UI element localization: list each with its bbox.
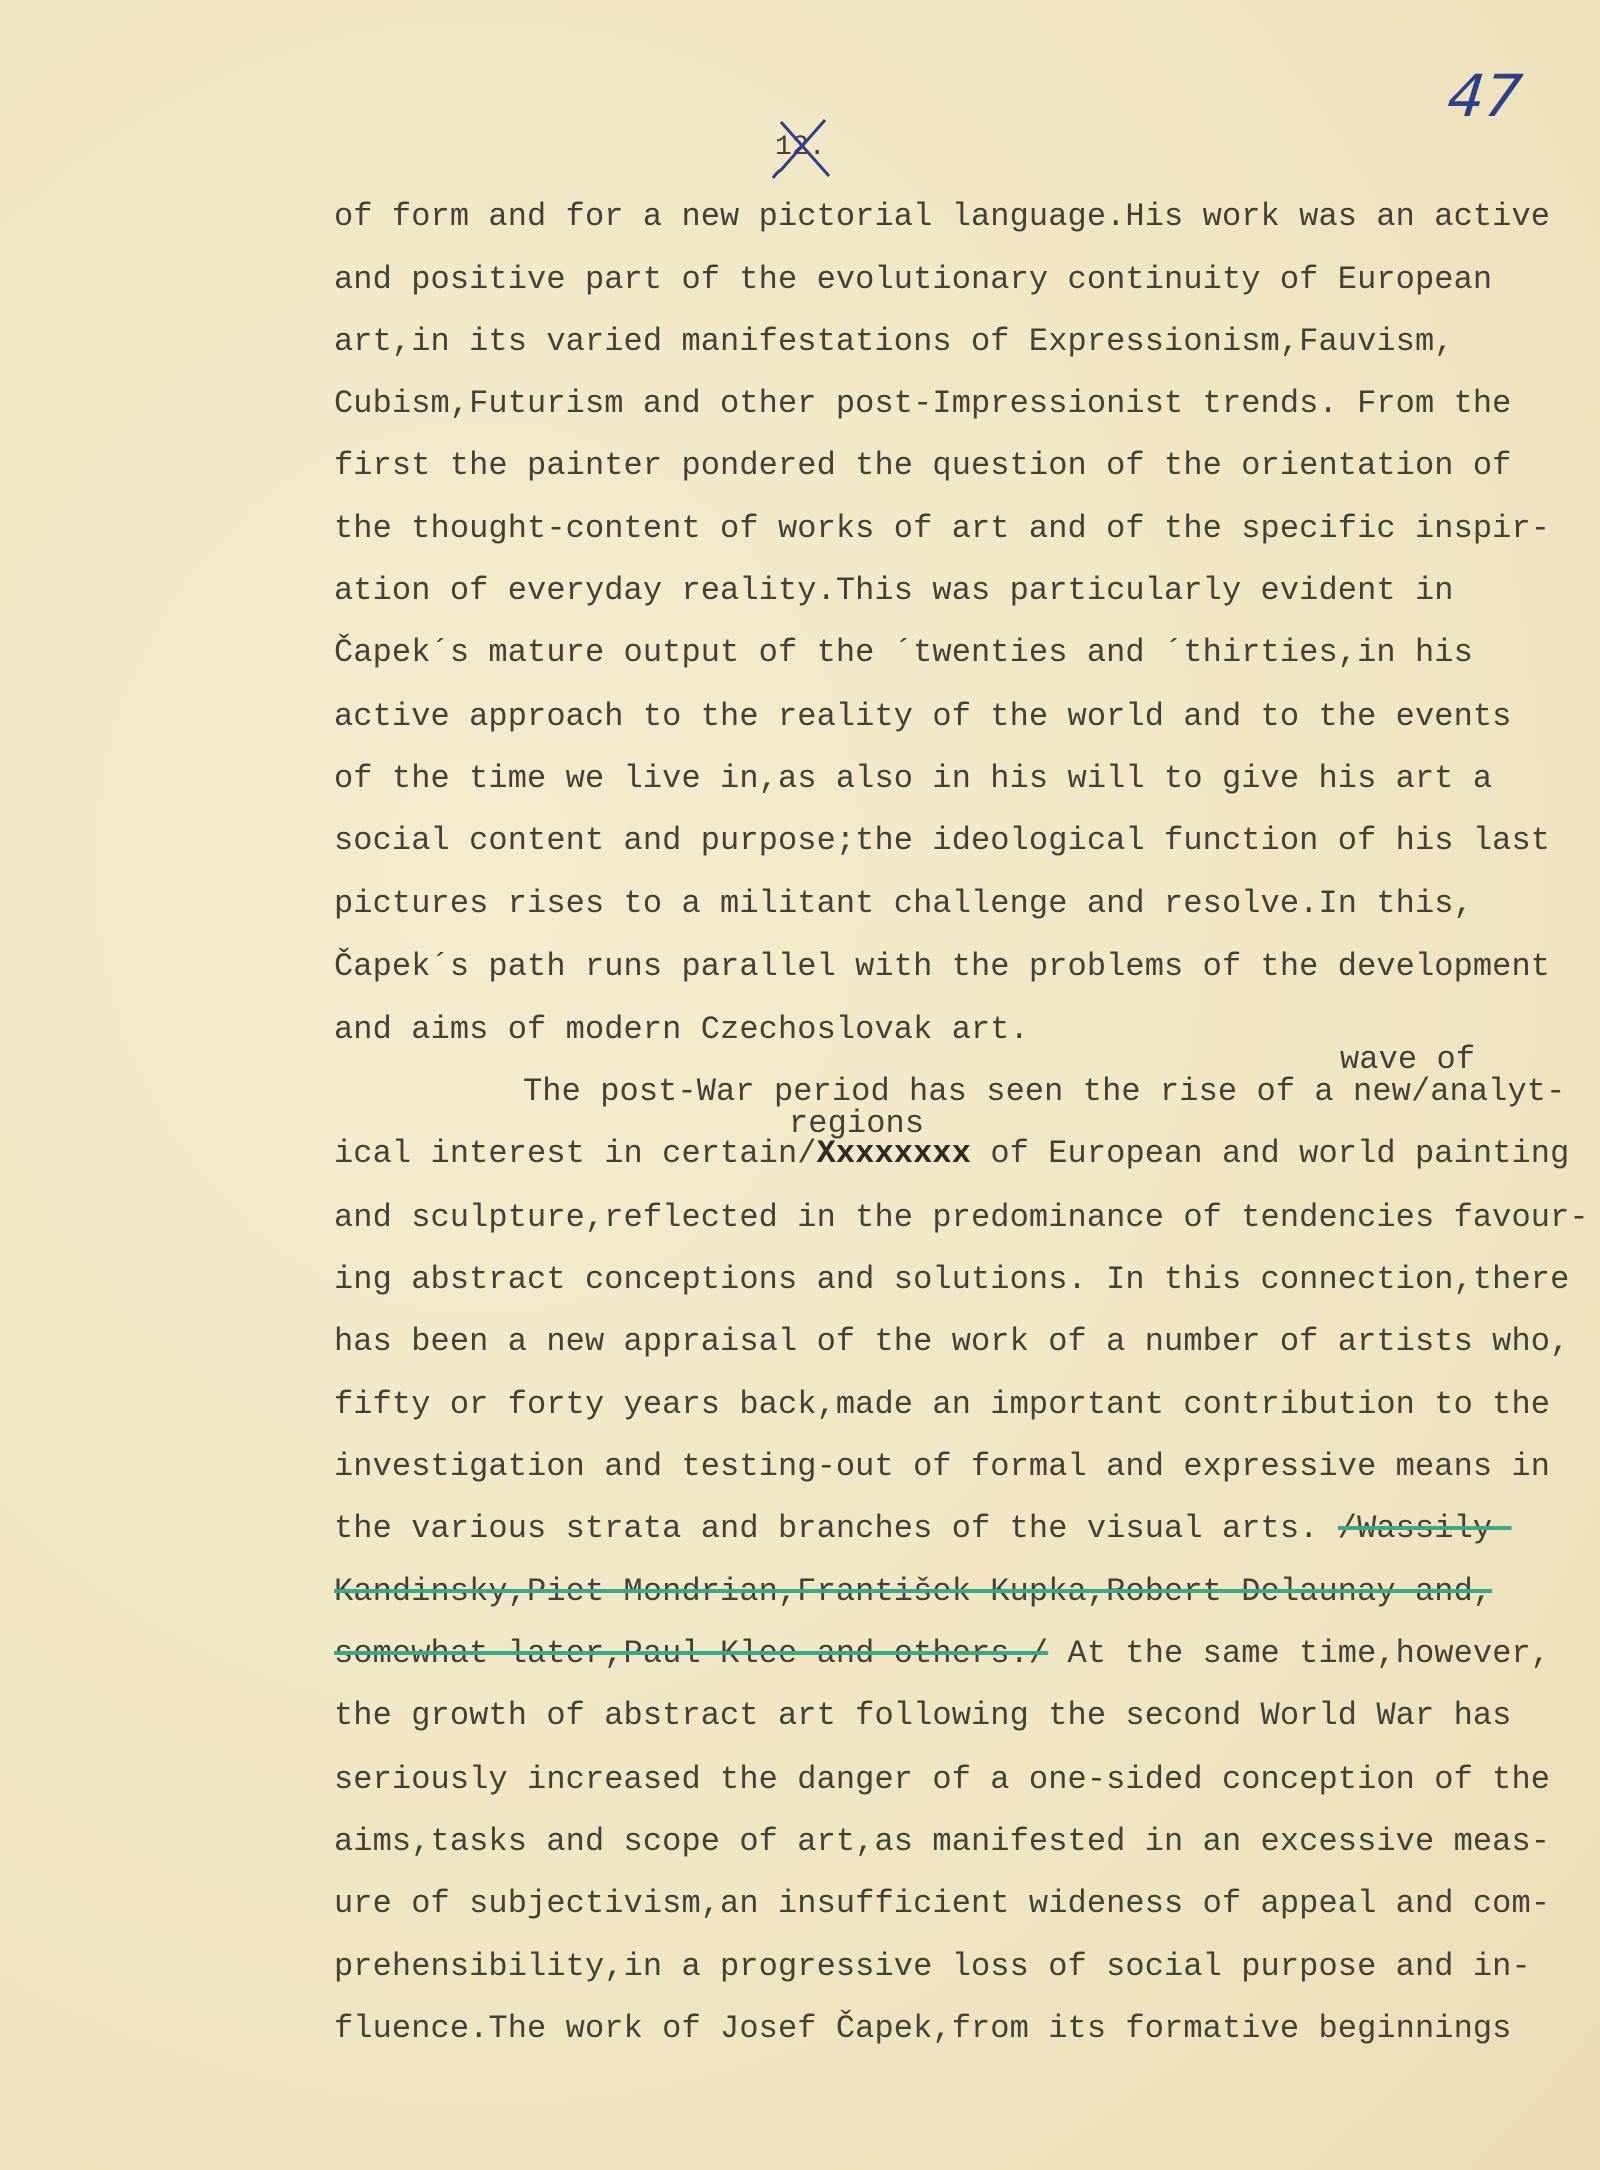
text-line: the thought-content of works of art and of the specific inspir- xyxy=(334,510,1551,547)
text-line: and aims of modern Czechoslovak art. xyxy=(334,1011,1029,1048)
text-line: Cubism,Futurism and other post-Impressionist trends. From the xyxy=(334,385,1512,422)
inserted-text-wave-of: wave of xyxy=(1340,1041,1476,1078)
text-line: aims,tasks and scope of art,as manifested in an excessive meas- xyxy=(334,1823,1551,1860)
text-line: of the time we live in,as also in his will to give his art a xyxy=(334,760,1493,797)
struck-text: Kandinsky,Piet Mondrian,František Kupka,Robert Delaunay and, xyxy=(334,1573,1493,1610)
inserted-text-regions: regions xyxy=(789,1105,925,1142)
text-line: ation of everyday reality.This was particularly evident in xyxy=(334,572,1454,609)
cross-out-mark-icon xyxy=(767,114,837,184)
struck-text: somewhat later,Paul Klee and others./ xyxy=(334,1635,1049,1672)
typed-page-number: 12. xyxy=(775,132,826,163)
paragraph-2-first-line: The post-War period has seen the rise of a new/analyt- xyxy=(523,1073,1566,1110)
overtyped-word: Xxxxxxxx xyxy=(816,1135,972,1172)
text-line: the growth of abstract art following the second World War has xyxy=(334,1697,1512,1734)
text-line: social content and purpose;the ideological function of his last xyxy=(334,822,1551,859)
text-line: art,in its varied manifestations of Expressionism,Fauvism, xyxy=(334,323,1454,360)
text-line: ure of subjectivism,an insufficient wideness of appeal and com- xyxy=(334,1885,1551,1922)
struck-text: /Wassily- xyxy=(1337,1510,1512,1547)
text-line: Čapek´s mature output of the ´twenties and ´thirties,in his xyxy=(334,634,1473,671)
text-line: investigation and testing-out of formal and expressive means in xyxy=(334,1448,1551,1485)
text-line: pictures rises to a militant challenge and resolve.In this, xyxy=(334,885,1473,922)
text-line xyxy=(334,1134,1569,1174)
text-line: fluence.The work of Josef Čapek,from its formative beginnings xyxy=(334,2010,1512,2047)
text-segment: the various strata and branches of the visual arts. xyxy=(334,1510,1338,1547)
text-segment: of European and world painting xyxy=(971,1135,1570,1172)
text-line xyxy=(334,1634,1550,1674)
text-line: seriously increased the danger of a one-sided conception of the xyxy=(334,1761,1551,1798)
text-line: of form and for a new pictorial language.His work was an active xyxy=(334,198,1551,235)
text-segment: ical interest in certain/ xyxy=(334,1135,817,1172)
text-line: first the painter pondered the question of the orientation of xyxy=(334,447,1512,484)
text-line: and positive part of the evolutionary continuity of European xyxy=(334,261,1493,298)
text-line xyxy=(334,1509,1512,1549)
text-line: active approach to the reality of the world and to the events xyxy=(334,698,1512,735)
crossed-out-page-number xyxy=(775,128,826,168)
handwritten-page-number: 47 xyxy=(1444,62,1526,130)
text-line: fifty or forty years back,made an important contribution to the xyxy=(334,1386,1551,1423)
text-line: has been a new appraisal of the work of a number of artists who, xyxy=(334,1323,1570,1360)
text-line xyxy=(334,1572,1492,1612)
text-line: and sculpture,reflected in the predominance of tendencies favour- xyxy=(334,1199,1589,1236)
text-line: Čapek´s path runs parallel with the problems of the development xyxy=(334,948,1551,985)
text-line: ing abstract conceptions and solutions. In this connection,there xyxy=(334,1261,1570,1298)
text-segment: At the same time,however, xyxy=(1048,1635,1551,1672)
text-line: prehensibility,in a progressive loss of social purpose and in- xyxy=(334,1948,1531,1985)
